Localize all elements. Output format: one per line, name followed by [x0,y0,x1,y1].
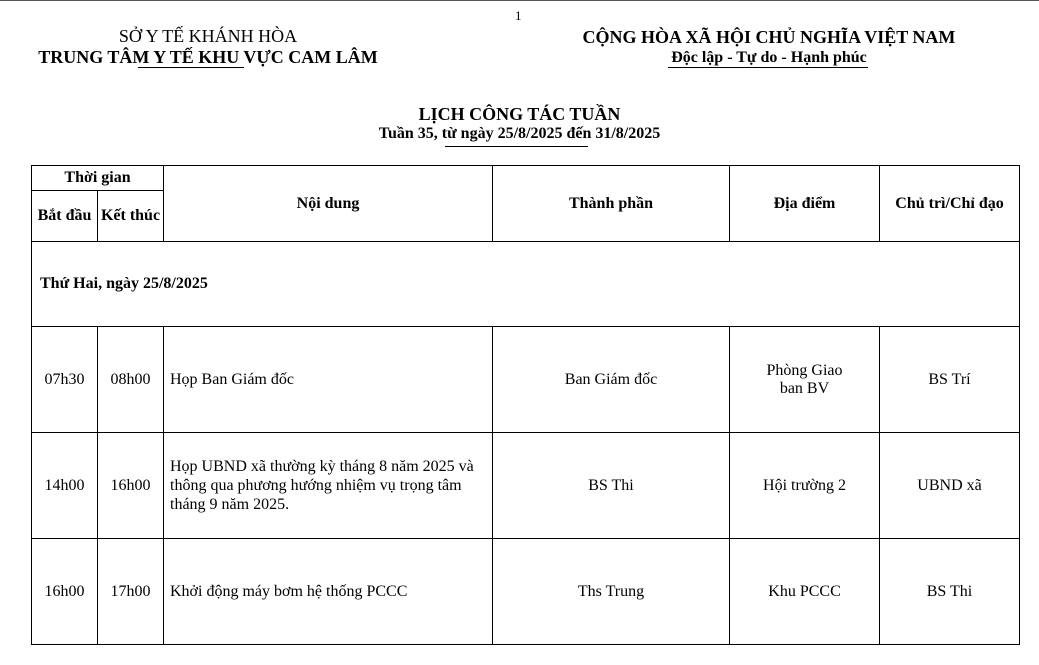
header-time: Thời gian [32,166,164,191]
cell-content: Họp Ban Giám đốc [164,327,493,433]
document-title: LỊCH CÔNG TÁC TUẦN [418,104,621,124]
cell-end: 16h00 [98,433,164,539]
cell-start: 16h00 [32,539,98,645]
day-row [32,242,1020,327]
organization-name: TRUNG TÂM Y TẾ KHU VỰC CAM LÂM [38,47,378,67]
header-row-1 [32,166,1020,191]
cell-start: 14h00 [32,433,98,539]
header-location: Địa điểm [730,166,880,242]
header-start: Bắt đầu [32,191,98,242]
weekly-schedule-table [31,165,1020,645]
nation-name: CỘNG HÒA XÃ HỘI CHỦ NGHĨA VIỆT NAM [582,27,956,47]
parent-organization: SỞ Y TẾ KHÁNH HÒA [118,26,298,46]
table-row [32,327,1020,433]
day-label: Thứ Hai, ngày 25/8/2025 [32,242,1020,327]
header-content: Nội dung [164,166,493,242]
cell-location: Phòng Giao ban BV [730,327,880,433]
cell-chair: BS Trí [880,327,1020,433]
cell-chair: UBND xã [880,433,1020,539]
agency-underline [138,67,244,68]
issuing-agency-header [28,26,388,68]
cell-location: Khu PCCC [730,539,880,645]
document-title-block [0,104,1039,144]
cell-chair: BS Thi [880,539,1020,645]
page-top-border [0,0,1039,1]
header-participants: Thành phần [493,166,730,242]
national-header [560,26,978,68]
table-row [32,539,1020,645]
cell-participants: Ban Giám đốc [493,327,730,433]
document-subtitle: Tuần 35, từ ngày 25/8/2025 đến 31/8/2025 [378,125,661,142]
cell-content: Họp UBND xã thường kỳ tháng 8 năm 2025 và thông qua phương hướng nhiệm vụ trọng tâm tháng 9 năm 2025. [164,433,493,539]
national-motto: Độc lập - Tự do - Hạnh phúc [671,49,867,66]
header-end: Kết thúc [98,191,164,242]
cell-start: 07h30 [32,327,98,433]
cell-content: Khởi động máy bơm hệ thống PCCC [164,539,493,645]
page-number: 1 [515,8,522,23]
motto-underline [668,67,868,68]
cell-end: 08h00 [98,327,164,433]
table-row [32,433,1020,539]
cell-location: Hội trường 2 [730,433,880,539]
header-chair: Chủ trì/Chỉ đạo [880,166,1020,242]
cell-end: 17h00 [98,539,164,645]
cell-participants: Ths Trung [493,539,730,645]
cell-participants: BS Thi [493,433,730,539]
subtitle-underline [445,146,588,147]
